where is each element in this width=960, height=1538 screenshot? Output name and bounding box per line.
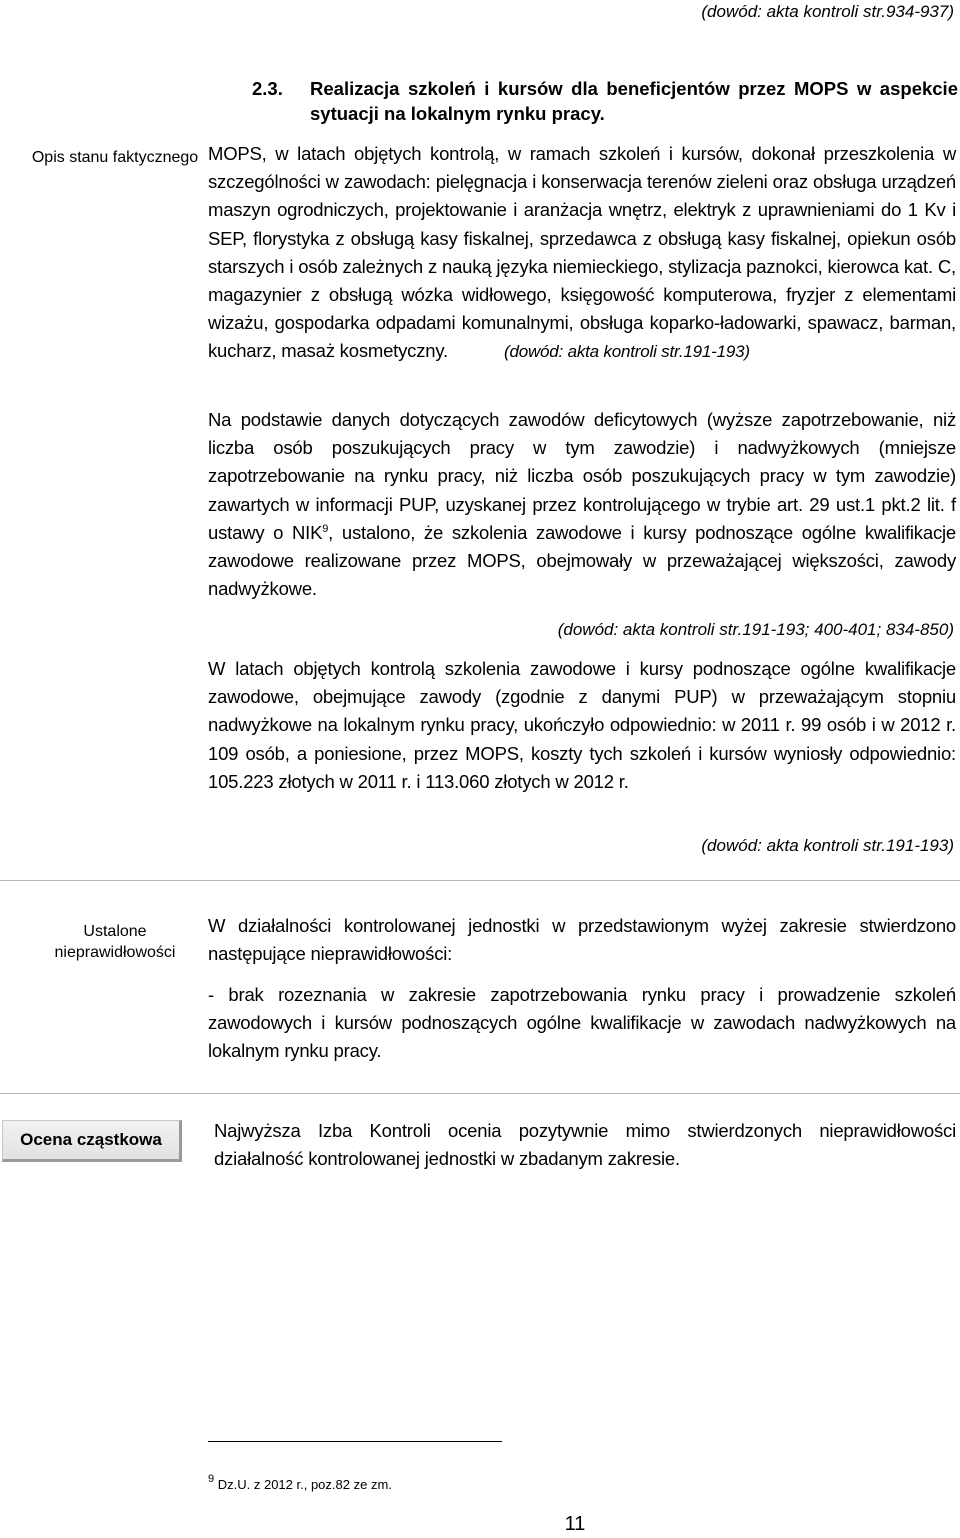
ustalone-section-2: [208, 981, 956, 1066]
opis-paragraph-1: [208, 140, 956, 367]
opis-p2-text-a: Na podstawie danych dotyczących zawodów deficytowych (wyższe zapotrzebowanie, niż liczba osób poszukujących pracy w tym zawodzie) i nadwyżkowych (mniejsze zapotrzebowanie na rynku pracy, niż liczba osób poszukujących pracy w tym zawodzie) zawartych w informacji PUP, uzyskanej przez kontrolującego w trybie art. 29 ust.1 pkt.2 lit. f ustawy o NIK: [208, 409, 956, 543]
ocena-section: [214, 1117, 956, 1173]
opis-section: [208, 140, 956, 367]
section-number: 2.3.: [252, 78, 283, 99]
opis-paragraph-2: [208, 406, 956, 603]
footnote-ref: 9: [322, 522, 329, 535]
footnote-number: 9: [208, 1473, 215, 1485]
page-number: 11: [564, 1513, 586, 1535]
ustalone-paragraph-2: - brak rozeznania w zakresie zapotrzebowania rynku pracy i prowadzenie szkoleń zawodowych i kursów podnoszących ogólne kwalifikacje w zawodach nadwyżkowych na lokalnym rynku pracy.: [208, 984, 956, 1062]
opis-label: Opis stanu faktycznego: [31, 149, 199, 166]
opis-section-2: [208, 406, 956, 603]
footnote-rule: [208, 1441, 502, 1442]
opis-paragraph-3: W latach objętych kontrolą szkolenia zawodowe i kursy podnoszące ogólne kwalifikacje zawodowe, obejmujące zawody (zgodnie z danymi PUP) w przeważającym stopniu nadwyżkowe na lokalnym rynku pracy, ukończyło odpowiednio: w 2011 r. 99 osób i w 2012 r. 109 osób, a poniesione, przez MOPS, koszty tych szkoleń i kursów wyniosły odpowiednio: 105.223 złotych w 2011 r. i 113.060 złotych w 2012 r.: [208, 658, 956, 792]
footnote: [208, 1473, 392, 1492]
ocena-label: Ocena cząstkowa: [20, 1130, 162, 1149]
opis-p2-text-b: , ustalono, że szkolenia zawodowe i kursy podnoszące ogólne kwalifikacje zawodowe realizowane przez MOPS, obejmowały w przeważającej większości, zawody nadwyżkowe.: [208, 521, 956, 600]
opis-p1-evidence: (dowód: akta kontroli str.191-193): [503, 342, 750, 362]
ustalone-paragraph-1: W działalności kontrolowanej jednostki w przedstawionym wyżej zakresie stwierdzono następujące nieprawidłowości:: [208, 915, 956, 965]
ustalone-label: Ustalone nieprawidłowości: [54, 923, 176, 961]
footnote-text: Dz.U. z 2012 r., poz.82 ze zm.: [217, 1477, 392, 1492]
section-heading: [252, 76, 958, 126]
opis-p2-evidence: (dowód: akta kontroli str.191-193; 400-401; 834-850): [557, 620, 954, 639]
section-title: Realizacja szkoleń i kursów dla beneficjentów przez MOPS w aspekcie sytuacji na lokalnym rynku pracy.: [310, 78, 958, 124]
opis-p1-text: MOPS, w latach objętych kontrolą, w ramach szkoleń i kursów, dokonał przeszkolenia w szczególności w zawodach: pielęgnacja i konserwacja terenów zieleni oraz obsługa urządzeń maszyn ogrodniczych, projektowanie i aranżacja wnętrz, elektryk z uprawnieniami do 1 Kv i SEP, florystyka z obsługą kasy fiskalnej, sprzedawca z obsługą kasy fiskalnej, opiekun osób starszych i osób zależnych z nauką języka niemieckiego, stylizacja paznokci, kierowca kat. C, magazynier z obsługą wózka widłowego, księgowość komputerowa, fryzjer z elementami wizażu, gospodarka odpadami komunalnymi, obsługa koparko-ładowarki, spawacz, barman, kucharz, masaż kosmetyczny.: [208, 143, 956, 362]
opis-p3-evidence: (dowód: akta kontroli str.191-193): [701, 836, 954, 855]
divider-2: [0, 1093, 960, 1094]
ocena-paragraph: Najwyższa Izba Kontroli ocenia pozytywnie mimo stwierdzonych nieprawidłowości działalność kontrolowanej jednostki w zbadanym zakresie.: [214, 1120, 956, 1170]
divider-1: [0, 880, 960, 881]
ustalone-section: [208, 912, 956, 968]
ocena-label-box: [2, 1120, 182, 1162]
opis-section-3: [208, 655, 956, 796]
top-evidence: (dowód: akta kontroli str.934-937): [701, 2, 954, 21]
